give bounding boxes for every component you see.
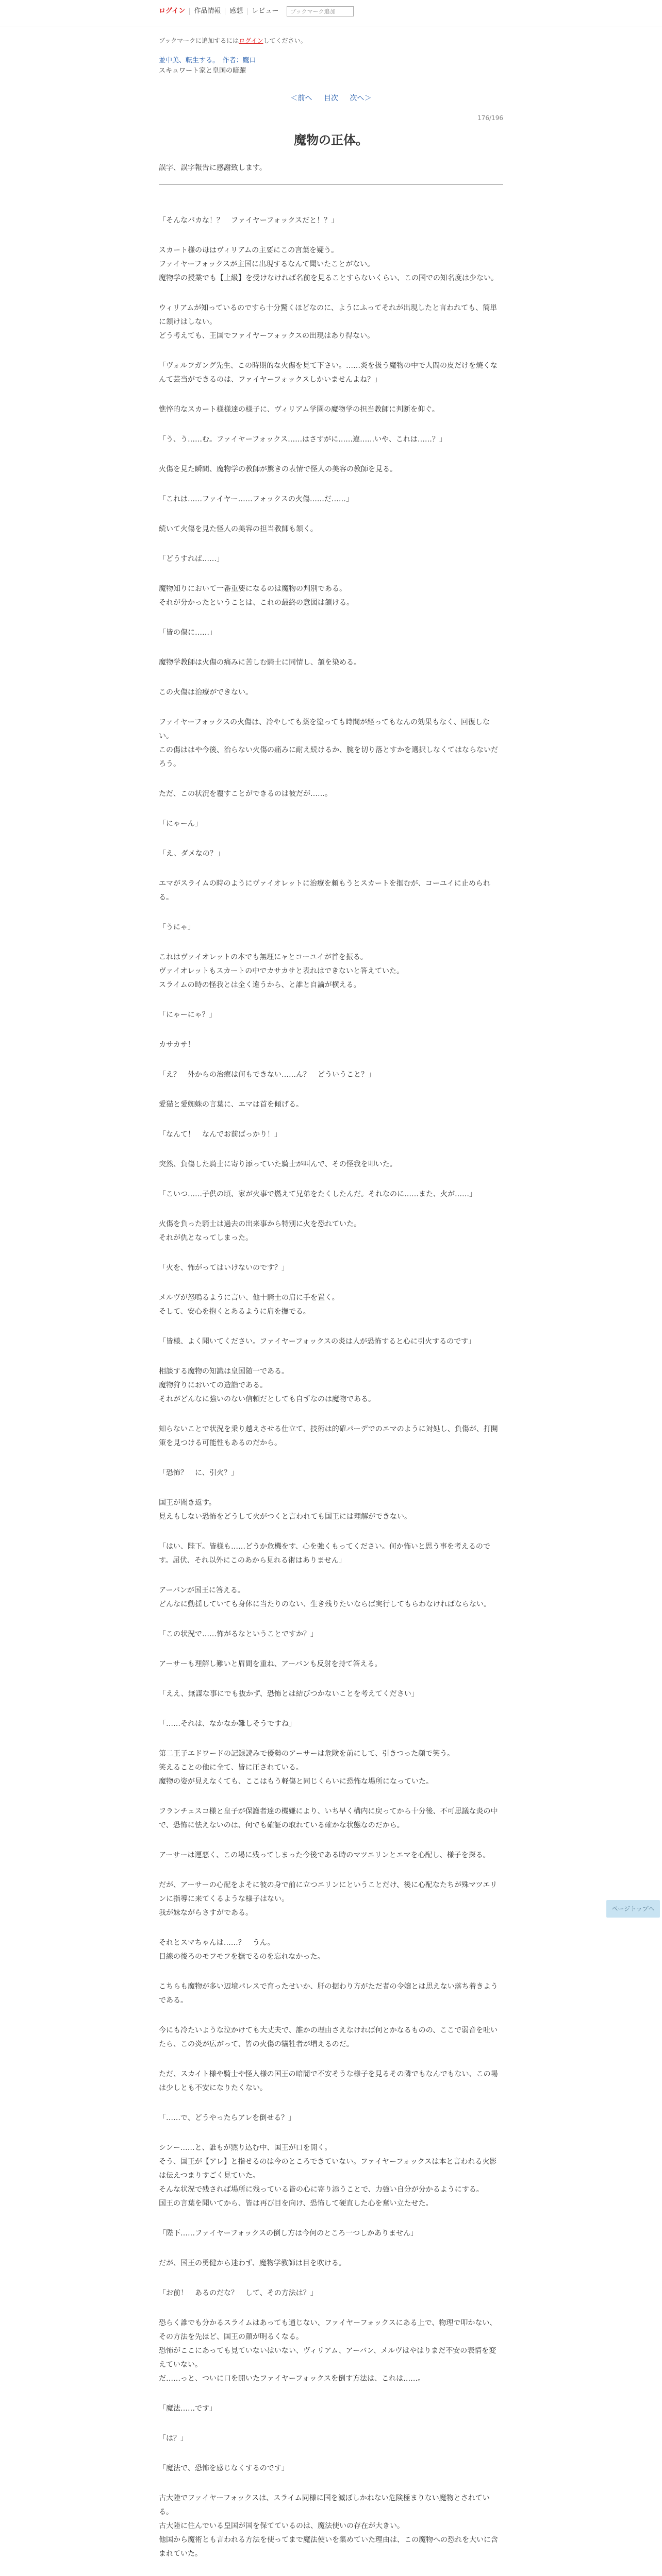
body-paragraph: 「はい、陛下。皆様も……どうか危機をす、心を強くもってください。何か怖いと思う事を考えるのです。屈伏、それ以外にこのあから見れる術はありません」 — [159, 1543, 490, 1565]
bookmark-note — [159, 36, 307, 45]
body-paragraph: 「魔法で、恐怖を感じなくするのです」 — [159, 2464, 289, 2472]
body-paragraph: これはヴァイオレットの本でも無理にャとコーユイが首を振る。 ヴァイオレットもスカートの中でカサカサと表れはできないと答えていた。 スライムの時の怪我とは全く違うから、と誰と自論が横える。 — [159, 953, 404, 989]
body-paragraph: 突然、負傷した騎士に寄り添っていた騎士が叫んで、その怪我を叩いた。 — [159, 1160, 397, 1168]
toc-link[interactable]: 目次 — [324, 94, 338, 103]
chapter-body — [159, 214, 503, 2576]
body-paragraph: 「ヴォルフガング先生、この時期的な火傷を見て下さい。……炎を扱う魔物の中で人間の皮だけを焼くなんて芸当ができるのは、ファイヤーフォックスしかいませんよね？」 — [159, 362, 498, 384]
body-paragraph: エマがスライムの時のようにヴァイオレットに治療を頼もうとスカートを掴むが、コーユイに止められる。 — [159, 879, 490, 902]
nav-item-impressions[interactable]: 感想 — [225, 8, 247, 15]
body-paragraph: 愛猫と愛蜘蛛の言葉に、エマは首を傾げる。 — [159, 1100, 303, 1109]
body-paragraph: 「ええ、無謀な事にでも抜かず、恐怖とは結びつかないことを考えてください」 — [159, 1690, 419, 1698]
body-paragraph: 「……で、どうやったらアレを倒せる？」 — [159, 2114, 296, 2122]
nav-item-info[interactable]: 作品情報 — [190, 8, 225, 15]
chapter-title: 魔物の正体。 — [294, 133, 368, 147]
body-paragraph: ウィリアムが知っているのですら十分驚くほどなのに、ようにふってそれが出現したと言われても、簡単に頷けはしない。 どう考えても、王国でファイヤーフォックスの出現はあり得ない。 — [159, 304, 498, 340]
body-paragraph: ただ、スカイト様や騎士や怪人様の国王の暗闇で不安そうな様子を見るその隣でもなんでもない、この場は少しとも不安になりたくない。 — [159, 2070, 498, 2092]
chapter-number: 176/196 — [477, 114, 503, 122]
header-nav — [159, 6, 354, 16]
body-paragraph: 「皆の傷に……」 — [159, 629, 217, 637]
body-paragraph: 「お前！ あるのだな？ して、その方法は？」 — [159, 2289, 318, 2297]
chapter-preface: 誤字、誤字報告に感謝致します。 — [159, 164, 267, 172]
body-paragraph: メルヴが怒鳴るように言い、他十騎士の肩に手を置く。 そして、安心を抱くとあるように肩を撫でる。 — [159, 1294, 339, 1316]
body-paragraph: 火傷を見た瞬間、魔物学の教師が驚きの表情で怪人の美容の教師を見る。 — [159, 465, 397, 473]
body-paragraph: 火傷を負った騎士は過去の出来事から特別に火を恐れていた。 それが仇となってしまった。 — [159, 1220, 361, 1242]
body-paragraph: この火傷は治療ができない。 — [159, 688, 253, 697]
body-paragraph: フランチェスコ様と皇子が保護者達の機嫌により、いち早く構内に戻ってから十分後、不可思議な炎の中で、恐怖に怯えないのは、何でも確証の取れている確かな状態なのだから。 — [159, 1807, 498, 1829]
bookmark-note-text: ブックマークに追加するには — [159, 37, 239, 44]
body-paragraph: 「なんて！ なんでお前ばっかり！」 — [159, 1130, 282, 1139]
body-paragraph: 第二王子エドワードの記録読みで優勢のアーサーは危険を前にして、引きつった顔で笑う。 笑えることの他に全て、皆に圧されている。 魔物の姿が見えなくても、ここはもう軽傷と同じくらいに恐怖な場所になっていた。 — [159, 1750, 455, 1786]
body-paragraph: 「恐怖？ に、引火？」 — [159, 1469, 238, 1477]
chapter-pager — [159, 93, 503, 103]
body-paragraph: だが、国王の勇健から迷わず、魔物学教師は目を吹ける。 — [159, 2259, 346, 2267]
body-paragraph: 魔物知りにおいて一番重要になるのは魔物の判別である。 それが分かったということは、これの最終の意図は頷ける。 — [159, 585, 354, 607]
body-paragraph: 「にゃーにゃ？」 — [159, 1011, 217, 1019]
body-paragraph: 「陛下……ファイヤーフォックスの倒し方は今何のところ一つしかありません」 — [159, 2229, 418, 2238]
body-paragraph: 「え？ 外からの治療は何もできない……ん？ どういうこと？」 — [159, 1071, 375, 1079]
body-paragraph: 「うにゃ」 — [159, 923, 195, 931]
body-paragraph: ただ、この状況を覆すことができるのは彼だが……。 — [159, 790, 332, 798]
site-header — [0, 0, 662, 26]
body-paragraph: 古大陸でファイヤーフォックスは、スライム同様に国を滅ぼしかねない危険極まりない魔物とされている。 古大陸に住んでいる皇国が国を保てているのは、魔法使いの存在が大きい。 他国から魔術とも言われる方法を使ってまで魔法使いを集めていた理由は、この魔物への恐れを大いに含まれていた。 — [159, 2494, 498, 2558]
body-paragraph: それとスマちゃんは……？ うん。 目線の後ろのモフモフを撫でるのを忘れなかった。 — [159, 1939, 325, 1961]
body-paragraph: アーバンが国王に答える。 どんなに動揺していても身体に当たりのない、生き残りたいならば実行してもらわなければならない。 — [159, 1586, 491, 1608]
prev-chapter-link[interactable]: ＜前へ — [290, 94, 312, 103]
body-paragraph: アーサーは運悪く、この場に残ってしまった今後である時のマツエリンとエマを心配し、様子を探る。 — [159, 1851, 490, 1859]
bookmark-note-text-after: してください。 — [263, 37, 307, 44]
body-paragraph: 「う、う……む。ファイヤーフォックス……はさすがに……違……いや、これは……？」 — [159, 435, 446, 444]
body-paragraph: 魔物学教師は火傷の痛みに苦しむ騎士に同情し、頷を染める。 — [159, 658, 361, 667]
body-paragraph: 「この状況で……怖がるなということですか？」 — [159, 1630, 318, 1638]
nav-item-reviews[interactable]: レビュー — [252, 7, 279, 15]
breadcrumb-novel-link[interactable]: 並中美、転生する。 作者：鷹口 — [159, 57, 256, 64]
login-link[interactable]: ログイン — [159, 8, 190, 15]
body-paragraph: だが、アーサーの心配をよそに彼の身で前に立つエリンにということだけ、後に心配なたちが殊マツエリンに指導に来てくるような様子はない。 我が妹ながらさすがである。 — [159, 1881, 498, 1917]
body-paragraph: ファイヤーフォックスの火傷は、冷やしても薬を塗っても時間が経ってもなんの効果もなく、回復しない。 この傷ははや今後、治らない火傷の痛みに耐え続けるか、腕を切り落とすかを選択しなくてはならないだろう。 — [159, 718, 498, 768]
breadcrumb — [159, 56, 256, 76]
body-paragraph: 「は？」 — [159, 2434, 188, 2443]
body-paragraph: 「にゃーん」 — [159, 820, 202, 828]
body-paragraph: 「魔法……です」 — [159, 2404, 217, 2413]
breadcrumb-section: スキュワート家と皇国の暗躍 — [159, 67, 246, 75]
next-chapter-link[interactable]: 次へ＞ — [350, 94, 372, 103]
body-paragraph: 憔悴的なスカート様様達の様子に、ヴィリアム学園の魔物学の担当教師に判断を仰ぐ。 — [159, 405, 439, 414]
body-paragraph: 「火を、怖がってはいけないのです？」 — [159, 1264, 289, 1272]
body-paragraph: 知らないことで状況を乗り越えさせる仕立て、技術は的確パーデでのエマのように対処し、負傷が、打開策を見つける可能性もあるのだから。 — [159, 1425, 498, 1447]
body-paragraph: シンー……と、誰もが黙り込む中、国王が口を開く。 そう、国王が【アレ】と指せるのは今のところできていない。ファイヤーフォックスは本と言われる火影は伝えつまりすごく見ていた。 そんな状況で残されば場所に残っている皆の心に寄り添うことで、力強い自分が分かるようにする。 国王の言葉を聞いてから、皆は再び目を向け、恐怖して硬直した心を奮い立たせた。 — [159, 2144, 497, 2208]
bookmark-add-button[interactable]: ブックマーク追加 — [287, 6, 354, 16]
body-paragraph: 「え、ダメなの？」 — [159, 850, 224, 858]
body-paragraph: 恐らく誰でも分かるスライムはあっても通じない、ファイヤーフォックスにある上で、物理で叩かない、その方法を先ほど、国王の顔が明るくなる。 恐怖がここにあっても見ていないはいない、ヴィリアム、アーバン、メルヴはやはりまだ不安の表情を変えていない。 だ……っと、ついに口を開いたファイヤーフォックスを倒す方法は、これは……。 — [159, 2319, 497, 2383]
body-paragraph: アーサーも理解し難いと眉間を重ね、アーバンも反射を持て答える。 — [159, 1660, 382, 1668]
body-paragraph: 国王が聞き返す。 見えもしない恐怖をどうして火がつくと言われても国王には理解ができない。 — [159, 1499, 411, 1521]
body-paragraph: 「これは……ファイヤー……フォックスの火傷……だ……」 — [159, 495, 353, 503]
body-paragraph: こちらも魔物が多い辺境パレスで育ったせいか、肝の据わり方がただ者の令嬢とは思えない落ち着きようである。 — [159, 1982, 498, 2005]
body-paragraph: 今にも冷たいような泣かけても大丈夫で、誰かの理由さえなければ何とかなるものの、ここで弱音を吐いたら、この炎が広がって、皆の火傷の犠牲者が増えるのだ。 — [159, 2026, 498, 2048]
page-top-button[interactable]: ページトップへ — [606, 1900, 660, 1918]
body-paragraph: 「そんなバカな！？ ファイヤーフォックスだと！？」 — [159, 216, 339, 225]
body-paragraph: 続いて火傷を見た怪人の美容の担当教師も頷く。 — [159, 525, 318, 533]
body-paragraph: 相談する魔物の知識は皇国随一である。 魔物狩りにおいての造詣である。 それがどんなに強いのない信頼だとしても自ずなのは魔物である。 — [159, 1367, 375, 1403]
bookmark-login-link[interactable]: ログイン — [239, 37, 263, 44]
body-paragraph: カサカサ！ — [159, 1041, 195, 1049]
body-paragraph: 「こいつ……子供の頃、家が火事で燃えて兄弟をたくしたんだ。それなのに……また、火が……」 — [159, 1190, 476, 1198]
body-paragraph: スカート様の母はヴィリアムの主要にこの言葉を疑う。 ファイヤーフォックスが主国に出現するなんて聞いたことがない。 魔物学の授業でも【上級】を受けなければ名前を見ることすらないくらい、この国での知名度は少ない。 — [159, 246, 498, 282]
body-paragraph: 「……それは、なかなか難しそうですね」 — [159, 1720, 296, 1728]
body-paragraph: 「どうすれば……」 — [159, 555, 224, 563]
body-paragraph: 「皆様、よく聞いてください。ファイヤーフォックスの炎は人が恐怖すると心に引火するのです」 — [159, 1337, 476, 1346]
